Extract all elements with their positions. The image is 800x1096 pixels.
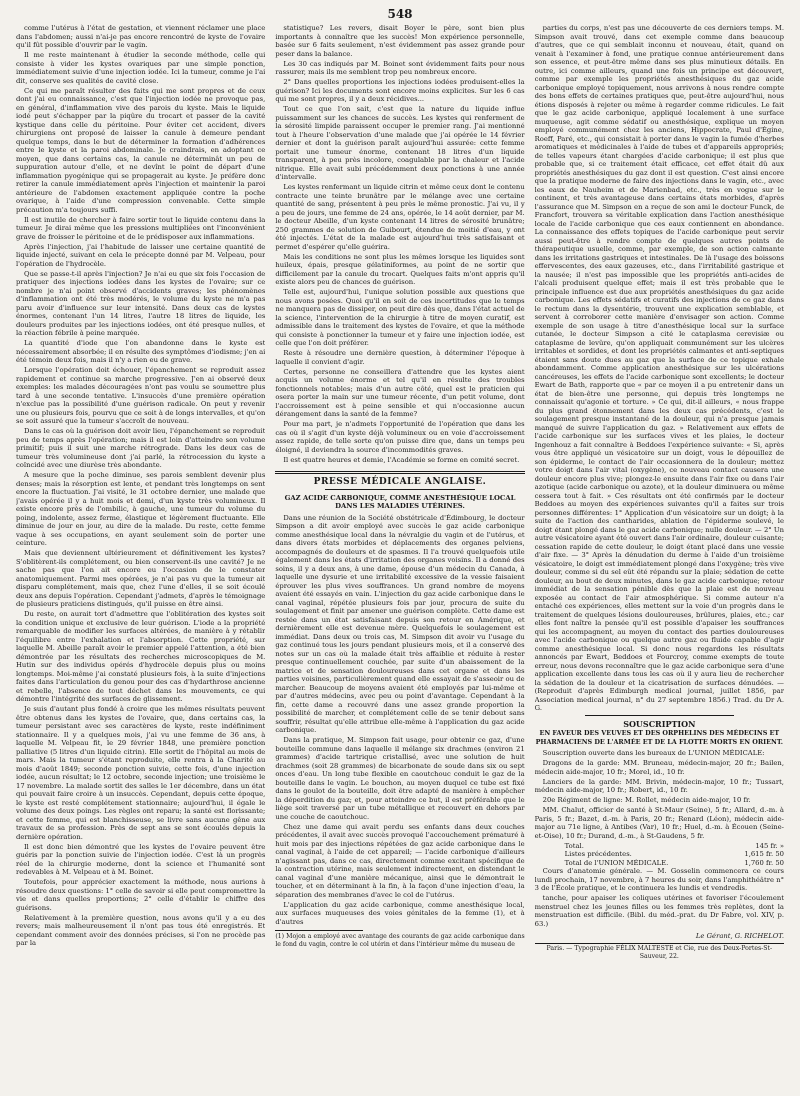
paragraph: Il est inutile de chercher à faire sortir tout le liquide contenu dans la tumeur. Je dirai même que les pressions multipliées ont l'inconvénient grave de froisser le péritoine et de le prédisposer aux inflammations.: [16, 215, 266, 241]
paragraph: 2° Dans quelles proportions les injections iodées produisent-elles la guérison? Ici les documents sont encore moins explicites. Sur les 6 cas qui me sont propres, il y a deux récidives...: [275, 78, 525, 103]
paragraph: Chez une dame qui avait perdu ses enfants dans deux couches précédentes, il avait avec succès provoqué l'accouchement prématuré à huit mois par des injections répétées de gaz acide carbonique dans le canal vaginal, à l'aide de cet appareil; — l'acide carbonique d'ailleurs n'agissant pas, dans ce cas, directement comme excitant spécifique de la contraction utérine, mais seulement indirectement, en distendant le canal vaginal d'une manière mécanique, ainsi que le démontrait le toucher, et en déterminant à la fin, à la façon d'une injection d'eau, la séparation des membranes d'avec le col de l'utérus.: [275, 822, 525, 899]
section-divider: [275, 471, 524, 474]
paragraph: Souscription ouverte dans les bureaux de L'UNION MÉDICALE:: [542, 749, 765, 757]
printer-imprint: Paris. — Typographie FÉLIX MALTESTE et Cie, rue des Deux-Portes-St-Sauveur, 22.: [535, 943, 784, 962]
paragraph: Dragons de la garde: MM. Bruneau, médecin-major, 20 fr.; Bailen, médecin aide-major, 10 fr.; Morel, id., 10 fr.: [534, 759, 784, 776]
column-right: [535, 24, 784, 1084]
subscription-subtitle: EN FAVEUR DES VEUVES ET DES ORPHELINS DES MÉDECINS ET PHARMACIENS DE L'ARMÉE ET DE LA FLOTTE MORTS EN ORIENT.: [535, 729, 784, 746]
paragraph: Les kystes renfermant un liquide citrin et même ceux dont le contenu contracte une teinte brunâtre par le mélange avec une certaine quantité de sang, présentent à peu près le même pronostic. J'ai vu, il y a peu de jours, une femme de 24 ans, opérée, le 14 août dernier, par M. le docteur Abeille, d'un kyste contenant 14 litres de sérosité brunâtre; 250 grammes de solution de Guibourt, étendue de moitié d'eau, y ont été injectés. L'état de la malade est aujourd'hui très satisfaisant et permet d'espérer qu'elle guérira.: [275, 183, 525, 251]
paragraph: statistique? Les revers, disait Boyer le père, sont bien plus importants à connaître que les succès! Mon expérience personnelle, basée sur 6 faits seulement, n'est évidemment pas assez grande pour peser dans la balance.: [275, 24, 525, 58]
article-subhead: GAZ ACIDE CARBONIQUE, COMME ANESTHÉSIQUE LOCAL DANS LES MALADIES UTÉRINES.: [284, 493, 516, 510]
paragraph: Dans la pratique, M. Simpson fait usage, pour obtenir ce gaz, d'une bouteille commune dans laquelle il mélange six drachmes (environ 21 grammes) d'acide tartrique cristallisé, avec une solution de huit drachmes (soit 28 grammes) de bicarbonate de soude dans six ou sept onces d'eau. Un long tube flexible en caoutchouc conduit le gaz de la bouteille dans le vagin. Le bouchon, au moyen duquel ce tube est fixé dans le goulot de la bouteille, doit être adapté de manière à empêcher la déperdition du gaz; et, pour atteindre ce but, il est préférable que le liège soit traversé par un tube métallique et recouvert en dehors par une couche de caoutchouc.: [275, 736, 525, 821]
paragraph: Dans le cas où la guérison doit avoir lieu, l'épanchement se reproduit peu de temps après l'opération; mais il est loin d'atteindre son volume primitif; puis il suit une marche rétrograde. Dans les deux cas de tumeur très volumineuse dont j'ai parlé, la rétrocession du kyste a coïncidé avec une diurèse très abondante.: [16, 427, 266, 469]
subscription-title: SOUSCRIPTION: [623, 718, 696, 729]
paragraph: Il est donc bien démontré que les kystes de l'ovaire peuvent être guéris par la ponction suivie de l'injection iodée. C'est là un progrès réel de la chirurgie moderne, dont la science et l'humanité sont redevables à M. Velpeau et à M. Boinet.: [16, 842, 266, 876]
paragraph: Relativement à la première question, nous avons qu'il y a eu des revers; mais malheureusement il n'ont pas tous été enregistrés. Et cependant comment avoir des données précises, si l'on ne procède pas par la: [16, 913, 266, 947]
columns: [16, 24, 784, 1084]
paragraph: L'application du gaz acide carbonique, comme anesthésique local, aux surfaces muqueuses des voies génitales de la femme (1), et à d'autres: [275, 900, 525, 926]
paragraph: Du reste, on aurait tort d'admettre que l'oblitération des kystes soit la condition unique et exclusive de leur guérison. L'iode a la propriété remarquable de modifier les surfaces altérées, de manière à y rétablir l'équilibre entre l'exhalation et l'absorption. Cette propriété, sur laquelle M. Abeille paraît avoir le premier appelé l'attention, a été bien démontrée par les résultats des recherches microscopiques de M. Hutin sur des individus opérés d'hydrocèle depuis plus ou moins longtemps. Moi-même j'ai constaté plusieurs fois, à la suite d'injections faites dans l'articulation du genou pour des cas d'hydarthrose ancienne et rebelle, l'absence de tout déchet dans les mouvements, ce qui démontre l'intégrité des surfaces de glissement.: [16, 610, 266, 703]
previous-lists-label: Listes précédentes.: [564, 850, 632, 858]
paragraph: A mesure que la poche diminue, ses parois semblent devenir plus denses; mais la résorption est lente, et pendant très longtemps on sent encore la fluctuation. J'ai visité, le 31 octobre dernier, une malade que j'avais opérée il y a huit mois et demi, d'un kyste très volumineux. Il existe encore près de l'ombilic, à gauche, une tumeur du volume du poing, indolente, assez ferme, élastique et légèrement fluctuante. Elle diminue de jour en jour, au dire de la malade. Du reste, cette femme vaque à ses occupations, en ayant seulement soin de porter une ceinture.: [16, 471, 266, 547]
paragraph: Tout ce que l'on sait, c'est que la nature du liquide influe puissamment sur les chances de succès. Les kystes qui renferment de la sérosité limpide paraissent occuper le premier rang. J'ai mentionné tout à l'heure l'observation d'une malade que j'ai opérée le 14 février dernier et dont la guérison paraît aujourd'hui assurée: cette femme portait une tumeur énorme, contenant 18 litres d'un liquide transparent, à peu près incolore, coagulable par la chaleur et l'acide nitrique. Elle avait subi précédemment deux ponctions à une année d'intervalle.: [275, 105, 525, 181]
paragraph: Mais les conditions ne sont plus les mêmes lorsque les liquides sont huileux, épais, presque gélatiniformes, au point de ne sortir que difficilement par la canule du trocart. Quelques faits m'ont appris qu'il existe alors peu de chances de guérison.: [275, 252, 525, 286]
previous-lists-row: [535, 850, 784, 859]
paragraph: parties du corps, n'est pas une découverte de ces derniers temps. M. Simpson avait trouvé, dans cet exemple comme dans beaucoup d'autres, que ce qui semblait inconnu et nouveau, était, quand on venait à l'examiner à fond, une pratique connue antérieurement dans son essence, et peut-être même dans ses plus minutieux détails. En outre, ici comme ailleurs, quand une fois un principe est découvert, comme par exemple les propriétés anesthésiques du gaz acide carbonique employé topiquement, nous arrivons à nous rendre compte des bons effets de certaines pratiques que, peut-être aujourd'hui, nous étions disposés à rejeter ou même à regarder comme ridicules. Le fait que le gaz acide carbonique, appliqué localement à une surface muqueuse, agit comme sédatif ou anesthésique, explique un moyen employé communément chez les anciens, Hippocrate, Paul d'Égine, Roeff, Paré, etc., qui consistait à porter dans le vagin la fumée d'herbes aromatiques et médicinales à l'aide de tubes et d'appareils appropriés; de telles vapeurs étant chargées d'acide carbonique; il est plus que probable que, si ce traitement était efficace, cet effet était dû aux propriétés anesthésiques du gaz dont il est question. C'est ainsi encore que la pratique moderne de faire des injections dans le vagin, etc., avec les eaux de Nauheim et de Marienbad, etc., très en vogue sur le continent, et très avantageuse dans certains états morbides, d'après l'assurance que M. Simpson en a reçue de son ami le docteur Funck, de Francfort, trouvera sa véritable explication dans l'action anesthésique locale de l'acide carbonique que ces eaux contiennent en abondance. La connaissance des effets topiques de l'acide carbonique peut servir aussi peut-être à rendre compte de quelques autres points de thérapeutique usuelle, comme, par exemple, de son action calmante dans les irritations gastriques et intestinales. De là l'usage des boissons effervescentes, des eaux gazeuses, etc., dans l'irritabilité gastrique et la nausée; il n'est pas impossible que les propriétés anti-acides de l'alcali produisent quelque effet; mais il est très probable que le principale influence est due aux propriétés anesthésiques du gaz acide carbonique. Les effets sédatifs et curatifs des injections de ce gaz dans le rectum dans la dysentérie, trouvent une explication semblable, et servent à corroborer cette manière d'envisager son action. Comme exemple de son usage à titre d'anesthésique local sur la surface cutanée, le docteur Simpson a cité le cataplasma cerevisiæ ou cataplasme de levûre, qu'on appliquait communément sur les ulcères irritables et sordides, et dont les propriétés calmantes et anti-septiques étaient sans doute dues au gaz que la surface de ce topique exhale abondamment. Comme application anesthésique sur les ulcérations cancéreuses, les effets de l'acide carbonique sont excellents; le docteur Ewart de Bath, rapporte que « par ce moyen il a pu entretenir dans un état de bien-être une personne, qui depuis très longtemps ne connaissait qu'agonie et torture. » Ce qui, dit-il ailleurs, « nous frappe du plus grand étonnement dans les deux cas précédents, c'est le soulagement presque instantané de la douleur, qui n'a presque jamais manqué de suivre l'application du gaz. » Relativement aux effets de l'acide carbonique sur les surfaces vives et les plaies, le docteur Ingenhouz a fait connaître à Beddoes l'expérience suivante: « Si, après vous être appliqué un vésicatoire sur un doigt, vous le dépouillez de son épiderme, le contact de l'air occasionnera de la douleur; mettez votre doigt dans l'air vital (oxygène), ce nouveau contact causera une douleur encore plus vive; plongez-le ensuite dans l'air fixe ou dans l'air azotique (acide carbonique ou azote), et la douleur diminuera ou même cessera tout à fait. » Ces résultats ont été confirmés par le docteur Beddoes au moyen des expériences suivantes qu'il a faites sur trois personnes différentes: 1° Application d'un vésicatoire sur un doigt; à la suite de l'action des cantharides, ablation de l'épiderme soulevé, le doigt étant plongé dans le gaz acide carbonique; nulle douleur. — 2° Un autre vésicatoire ayant été ouvert dans l'air ordinaire, douleur cuisante; cessation rapide de cette douleur, le doigt étant placé dans une vessie d'air fixe. — 3° Après la dénudation du derme à l'aide d'un troisième vésicatoire, le doigt est immédiatement plongé dans l'oxygène; très vive douleur, comme si du sel eût été répandu sur la plaie; sédation de cette douleur, au bout de deux minutes, dans le gaz acide carbonique; retour immédiat de la sensation pénible dès que la plaie est de nouveau exposée au contact de l'air atmosphérique. Si comme auteur n'a entaché ces expériences, elles mettent sur la voie d'un progrès dans le traitement de quelques lésions douloureuses, brûlures, plaies, etc.; car elles font naître la pensée qu'il est possible d'apaiser les souffrances qui les accompagnent, au moyen du contact des parties douloureuses avec l'acide carbonique ou quelque autre gaz ou fluide capable d'agir comme anesthésique local. Si donc nous regardons les résultats annoncés par Ewart, Beddoes et Fourcroy, comme exempts de toute erreur, nous devons reconnaître que le gaz acide carbonique sera d'une application excellente dans tous les cas où il y aura lieu de rechercher la sédation de la douleur et la cicatrisation de surfaces dénudées. — (Reproduit d'après Edimburgh medical journal, juillet 1856, par Association medical journal, n° du 27 septembre 1856.) Trad. du Dr A. G.: [534, 24, 784, 712]
paragraph: La quantité d'iode que l'on abandonne dans le kyste est nécessairement absorbée; il en résulte des symptômes d'iodisme; j'en ai été témoin deux fois, mais il n'y a rien eu de grave.: [16, 339, 266, 364]
grand-total-value: 1,760 fr. 50: [744, 858, 784, 867]
paragraph: Lanciers de la garde: MM. Brivin, médecin-major, 10 fr.; Tussart, médecin aide-major, 10 fr.; Robert, id., 10 fr.: [534, 777, 784, 794]
paragraph: Il me reste maintenant à étudier la seconde méthode, celle qui consiste à vider les kystes ovariques par une simple ponction, immédiatement suivie d'une injection iodée. Ici la tumeur, comme je l'ai dit, conserve ses qualités de cavité close.: [16, 51, 266, 85]
paragraph: Lorsque l'opération doit échouer, l'épanchement se reproduit assez rapidement et continue sa marche progressive. J'en ai observé deux exemples: les malades découragées n'ont pas voulu se soumettre plus tard à une seconde tentative. L'insuccès d'une première opération n'exclue pas la possibilité d'une guérison radicale. On peut y revenir une ou plusieurs fois, pourvu que ce soit à de longs intervalles, et qu'on se soit assuré que la tumeur s'accroît de nouveau.: [16, 366, 266, 425]
total-label: Total.: [564, 841, 584, 850]
paragraph: Reste à résoudre une dernière question, à déterminer l'époque à laquelle il convient d'agir.: [275, 349, 525, 366]
subscription-rule: [585, 715, 735, 716]
paragraph: Que se passe-t-il après l'injection? Je n'ai eu que six fois l'occasion de pratiquer des injections iodées dans les kystes de l'ovaire; sur ce nombre je n'ai point observé d'accidents graves; les phénomènes d'inflammation ont été très modérés, le volume du kyste ne m'a pas paru avoir d'influence sur leur intensité. Dans deux cas de kystes énormes, contenant l'un 14 litres, l'autre 18 litres de liquide, les douleurs produites par les injections iodées, ont été presque nulles, et la réaction fébrile à peine marquée.: [16, 269, 266, 337]
paragraph: Je suis d'autant plus fondé à croire que les mêmes résultats peuvent être obtenus dans les kystes de l'ovaire, que, dans certains cas, la tumeur persistant avec ses caractères de kyste, reste indéfiniment stationnaire. Il y a quelques mois, j'ai vu une femme de 36 ans, à laquelle M. Velpeau fit, le 29 février 1848, une première ponction palliative (5 litres d'un liquide citrin). Elle sortit de l'hôpital au mois de mars. Mais la tumeur s'étant reproduite, elle rentra à la Charité au mois d'août 1849; seconde ponction suivie, cette fois, d'une injection iodée, aucun résultat; le 12 octobre, seconde injection; une troisième le 17 novembre. La malade sortit des salles le 1er décembre, dans un état qui pouvait faire croire à un insuccès. Cependant, depuis cette époque, le kyste est resté complétement stationnaire; aujourd'hui, il égale le volume des deux poings. Les règles ont reparu; la santé est florissante; et cette femme, qui est blanchisseuse, se livre sans aucune gêne aux travaux de sa profession. Près de sept ans se sont écoulés depuis la dernière opération.: [16, 705, 266, 841]
column-middle: [275, 24, 524, 1084]
paragraph: Dans une réunion de la Société obstétricale d'Édimbourg, le docteur Simpson a dit avoir employé avec succès le gaz acide carbonique comme anesthésique local dans la névralgie du vagin et de l'utérus, et dans divers états morbides et déplacements des organes pelviens, accompagnés de douleurs et de spasmes. Il l'a trouvé quelquefois utile également dans les états d'irritation des organes voisins. Il a donné des soins, il y a deux ans, à une dame, épouse d'un médecin du Canada, à laquelle une dysurie et une irritabilité excessive de la vessie faisaient éprouver les plus vives souffrances. Un grand nombre de moyens avaient été essayés en vain. L'injection du gaz acide carbonique dans le canal vaginal, répétée plusieurs fois par jour, procura de suite du soulagement et finit par amener une guérison complète. Cette dame est restée dans un état satisfaisant depuis son retour en Amérique, et dernièrement elle est devenue mère. Quelquefois le soulagement est immédiat. Dans deux ou trois cas, M. Simpson dit avoir vu l'usage du gaz continué tous les jours pendant plusieurs mois, et il a conservé des notes sur un cas où la malade était très affaiblie et réduite à rester presque continuellement couchée, par suite d'un abaissement de la matrice et de sensation douloureuses dans cet organe et dans les parties voisines, particulièrement quand elle essayait de s'asseoir ou de marcher. Beaucoup de moyens avaient été employés par lui-même et par d'autres médecins, avec peu ou point d'avantage. Cependant à la fin, cette dame a recouvré dans une assez grande proportion la possibilité de marcher, et complétement celle de se tenir debout sans souffrir, résultat qu'elle attribue elle-même à l'application du gaz acide carbonique.: [275, 513, 525, 734]
grand-total-label: Total de l'UNION MÉDICALE.: [564, 858, 669, 867]
footnote: (1) Mojon a employé avec avantage des courants de gaz acide carbonique dans le fond du vagin, contre le col utérin et dans l'intérieur même du museau de: [275, 933, 525, 948]
title-rule: [325, 489, 475, 490]
previous-lists-value: 1,615 fr. 50: [744, 850, 784, 858]
paragraph: Après l'injection, j'ai l'habitude de laisser une certaine quantité de liquide injecté, suivant en cela le précepte donné par M. Velpeau, pour l'opération de l'hydrocèle.: [16, 242, 266, 268]
total-row: [535, 842, 784, 851]
editor-signature: Le Gérant, G. RICHELOT.: [695, 932, 784, 940]
paragraph: Toutefois, pour apprécier exactement la méthode, nous aurions à résoudre deux questions: 1° celle de savoir si elle peut compromettre la vie et dans quelles proportions; 2° celle d'établir le chiffre des guérisons.: [16, 878, 266, 912]
paragraph: Ce qui me paraît résulter des faits qui me sont propres et de ceux dont j'ai eu connaissance, c'est que l'injection iodée ne provoque pas, en général, d'inflammation vive des parois du kyste. Mais le liquide iodé peut s'échapper par la piqûre du trocart et passer de la cavité kystique dans celle du péritoine. Pour éviter cet accident, divers chirurgiens ont proposé de laisser la canule à demeure pendant quelque temps, dans le but de déterminer la formation d'adhérences entre le kyste et la paroi abdominale. Je craindrais, en adoptant ce moyen, que dans certains cas, la canule ne déterminât un peu de suppuration autour d'elle, et ne devînt le point de départ d'une inflammation pyogénique qui se propagerait au kyste. Je préfère donc retirer la canule immédiatement après l'injection et maintenir la paroi antérieure de l'abdomen exactement appliquée contre la poche ovarique, à l'aide d'une compression convenable. Cette simple précaution m'a toujours suffi.: [16, 86, 266, 214]
paragraph: Il est quatre heures et demie, l'Académie se forme en comité secret.: [283, 455, 520, 464]
page-number: 548: [387, 7, 413, 21]
paragraph: Cours d'anatomie générale. — M. Gosselin commencera ce cours lundi prochain, 17 novembre, à 7 heures du soir, dans l'amphithéâtre n° 3 de l'École pratique, et le continuera les lundis et vendredis.: [534, 867, 784, 892]
section-title: PRESSE MÉDICALE ANGLAISE.: [313, 477, 487, 487]
paragraph: comme l'utérus à l'état de gestation, et viennent réclamer une place dans l'abdomen; aussi n'ai-je pas encore rencontré de kyste de l'ovaire qu'il fût possible d'ouvrir par le vagin.: [16, 24, 266, 49]
grand-total-row: [535, 859, 784, 868]
paragraph: Mais que deviennent ultérieurement et définitivement les kystes? S'oblitèrent-ils complétement, ou bien conservent-ils une cavité? Je ne sache pas que l'on ait encore eu l'occasion de le constater anatomiquement. Parmi mes opérées, je n'ai pas vu que la tumeur ait disparu complétement, mais que, chez l'une d'elles, il se soit écoulé deux ans depuis l'opération. Cependant j'admets, d'après le témoignage de plusieurs praticiens distingués, qu'il puisse en être ainsi.: [16, 549, 266, 608]
total-value: 145 fr. »: [755, 841, 784, 850]
paragraph: MM. Chalut, officier de santé à St-Maur (Seine), 5 fr.; Allard, d.-m. à Paris, 5 fr.; Bazet, d.-m. à Paris, 20 fr.; Renard (Léon), médecin aide-major au 71e ligne, à Antibes (Var), 10 fr.; Huel, d.-m. à Écouen (Seine-et-Oise), 10 fr.; Durand, d.-m., à St-Gaudens, 5 fr.: [534, 806, 784, 840]
paragraph: Telle est, aujourd'hui, l'unique solution possible aux questions que nous avons posées. Quoi qu'il en soit de ces incertitudes que le temps ne manquera pas de dissiper, on peut dire dès que, dans l'état actuel de la science, l'intervention de la chirurgie à titre de moyen curatif, est admissible dans le traitement des kystes de l'ovaire, et que la méthode qui consiste à ponctionner la tumeur et y faire une injection iodée, est celle que l'on doit préférer.: [275, 288, 525, 347]
footnote-rule: [275, 930, 362, 931]
column-left: [16, 24, 265, 1084]
paragraph: 20e Régiment de ligne: M. Rollet, médecin aide-major, 10 fr.: [542, 796, 751, 804]
paragraph: tanche, pour apaiser les coliques utérines et favoriser l'écoulement menstruel chez les jeunes filles ou les femmes très replètes, dont la menstruation est difficile. (Bibl. du méd.-prat. du Dr Fabre, vol. XIV, p. 63.): [534, 894, 784, 928]
paragraph: Pour ma part, je n'admets l'opportunité de l'opération que dans les cas où il s'agit d'un kyste déjà volumineux ou en voie d'accroissement assez rapide, de telle sorte qu'on puisse dire que, dans un temps peu éloigné, il deviendra la source d'incommodités graves.: [275, 420, 525, 454]
paragraph: Certes, personne ne conseillera d'attendre que les kystes aient acquis un volume énorme et tel qu'il en résulte des troubles fonctionnels notables; mais d'un autre côté, quel est le praticien qui osera porter la main sur une tumeur récente, d'un petit volume, dont l'accroissement est à peine sensible et qui n'occasionne aucun dérangement dans la santé de la femme?: [275, 367, 525, 418]
paragraph: Les 30 cas indiqués par M. Boinet sont évidemment faits pour nous rassurer, mais ils me semblent trop peu nombreux encore.: [275, 59, 525, 76]
